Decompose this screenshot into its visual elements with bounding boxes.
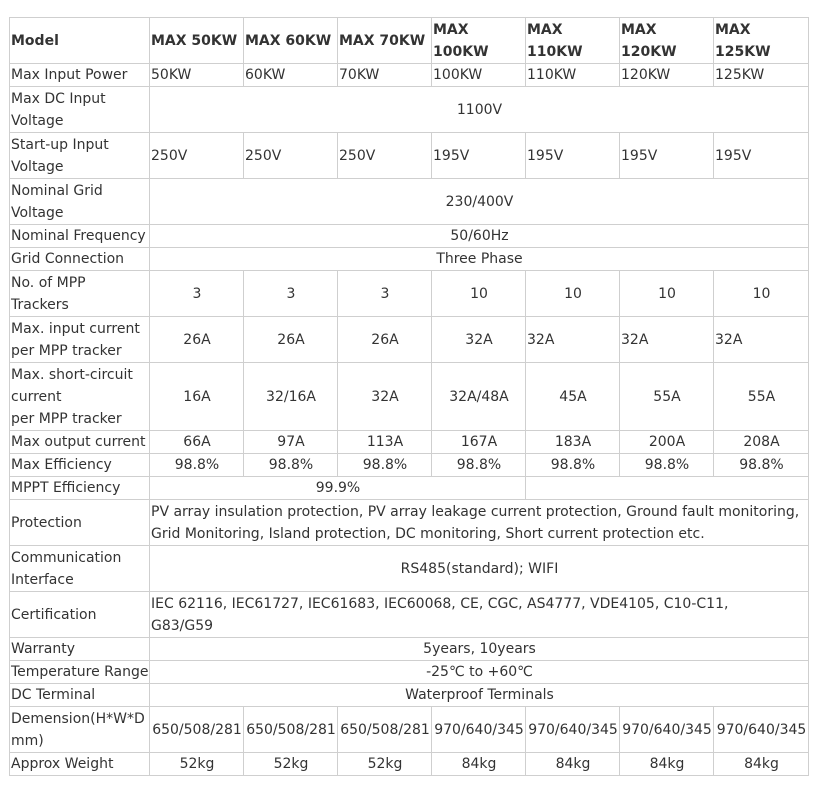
table-row [10, 753, 809, 776]
table-cell: 32/16A [244, 363, 338, 431]
table-row [10, 271, 809, 317]
row-label: Max Input Power [10, 64, 150, 87]
spec-table [9, 17, 809, 776]
table-cell: 60KW [244, 64, 338, 87]
header-cell-model-7: MAX 125KW [714, 18, 809, 64]
table-cell: IEC 62116, IEC61727, IEC61683, IEC60068, CE, CGC, AS4777, VDE4105, C10-C11, G83/G59 [150, 592, 809, 638]
header-cell-model: Model [10, 18, 150, 64]
row-label: Start-up Input Voltage [10, 133, 150, 179]
row-label: Max DC Input Voltage [10, 87, 150, 133]
header-cell-model-6: MAX 120KW [620, 18, 714, 64]
row-label: Protection [10, 500, 150, 546]
row-label: Warranty [10, 638, 150, 661]
header-row [10, 18, 809, 64]
row-label: Nominal Frequency [10, 225, 150, 248]
table-row [10, 684, 809, 707]
table-cell: Waterproof Terminals [150, 684, 809, 707]
table-cell: 70KW [338, 64, 432, 87]
table-cell: 120KW [620, 64, 714, 87]
table-cell [526, 477, 809, 500]
table-cell: 84kg [620, 753, 714, 776]
row-label: Max Efficiency [10, 454, 150, 477]
table-cell: 970/640/345 [432, 707, 526, 753]
table-cell: 195V [526, 133, 620, 179]
header-cell-model-2: MAX 60KW [244, 18, 338, 64]
table-cell: 10 [432, 271, 526, 317]
row-label: Demension(H*W*D mm) [10, 707, 150, 753]
table-row [10, 225, 809, 248]
table-cell: 55A [620, 363, 714, 431]
table-row [10, 454, 809, 477]
header-cell-model-4: MAX 100KW [432, 18, 526, 64]
table-cell: 52kg [150, 753, 244, 776]
table-cell: 250V [244, 133, 338, 179]
table-cell: 98.8% [338, 454, 432, 477]
table-cell: Three Phase [150, 248, 809, 271]
header-cell-model-5: MAX 110KW [526, 18, 620, 64]
table-cell: 113A [338, 431, 432, 454]
table-row [10, 64, 809, 87]
table-cell: RS485(standard); WIFI [150, 546, 809, 592]
table-cell: 208A [714, 431, 809, 454]
table-cell: 250V [150, 133, 244, 179]
table-cell: 183A [526, 431, 620, 454]
table-cell: 50/60Hz [150, 225, 809, 248]
table-row [10, 87, 809, 133]
table-cell: 84kg [714, 753, 809, 776]
table-cell: 195V [620, 133, 714, 179]
table-row [10, 363, 809, 431]
table-cell: 26A [150, 317, 244, 363]
row-label: Temperature Range [10, 661, 150, 684]
table-row [10, 707, 809, 753]
table-cell: 52kg [244, 753, 338, 776]
table-row [10, 317, 809, 363]
table-cell: 98.8% [620, 454, 714, 477]
table-row [10, 133, 809, 179]
table-cell: 45A [526, 363, 620, 431]
table-cell: 650/508/281 [150, 707, 244, 753]
row-label: Max. input current per MPP tracker [10, 317, 150, 363]
table-row [10, 477, 809, 500]
table-row [10, 592, 809, 638]
table-cell: 84kg [526, 753, 620, 776]
table-cell: 10 [526, 271, 620, 317]
table-cell: 250V [338, 133, 432, 179]
spec-table-body [10, 18, 809, 776]
table-row [10, 248, 809, 271]
row-label: DC Terminal [10, 684, 150, 707]
table-cell: 98.8% [526, 454, 620, 477]
table-cell: 110KW [526, 64, 620, 87]
table-cell: 98.8% [244, 454, 338, 477]
table-cell: 52kg [338, 753, 432, 776]
table-cell: 167A [432, 431, 526, 454]
table-cell: 55A [714, 363, 809, 431]
table-cell: 10 [714, 271, 809, 317]
table-cell: 98.8% [432, 454, 526, 477]
table-cell: 16A [150, 363, 244, 431]
header-cell-model-1: MAX 50KW [150, 18, 244, 64]
table-cell: 98.8% [150, 454, 244, 477]
row-label: Certification [10, 592, 150, 638]
table-cell: 32A [338, 363, 432, 431]
table-cell: 66A [150, 431, 244, 454]
table-cell: 97A [244, 431, 338, 454]
table-cell: 195V [432, 133, 526, 179]
table-cell: 125KW [714, 64, 809, 87]
table-cell: 32A [620, 317, 714, 363]
table-cell: 230/400V [150, 179, 809, 225]
table-cell: 99.9% [150, 477, 526, 500]
table-row [10, 638, 809, 661]
row-label: Grid Connection [10, 248, 150, 271]
table-cell: 970/640/345 [526, 707, 620, 753]
table-cell: 32A [714, 317, 809, 363]
table-cell: 100KW [432, 64, 526, 87]
table-cell: 32A/48A [432, 363, 526, 431]
table-cell: 195V [714, 133, 809, 179]
table-cell: 3 [338, 271, 432, 317]
table-cell: -25℃ to +60℃ [150, 661, 809, 684]
table-cell: 50KW [150, 64, 244, 87]
table-cell: 26A [338, 317, 432, 363]
row-label: Nominal Grid Voltage [10, 179, 150, 225]
table-cell: 98.8% [714, 454, 809, 477]
table-cell: 32A [526, 317, 620, 363]
row-label: MPPT Efficiency [10, 477, 150, 500]
table-cell: 32A [432, 317, 526, 363]
table-row [10, 546, 809, 592]
table-cell: PV array insulation protection, PV array leakage current protection, Ground fault monitoring, Grid Monitoring, Island protection, DC monitoring, Short current protection etc. [150, 500, 809, 546]
table-cell: 84kg [432, 753, 526, 776]
row-label: No. of MPP Trackers [10, 271, 150, 317]
row-label: Communication Interface [10, 546, 150, 592]
table-cell: 200A [620, 431, 714, 454]
row-label: Max. short-circuit current per MPP tracker [10, 363, 150, 431]
table-cell: 5years, 10years [150, 638, 809, 661]
header-cell-model-3: MAX 70KW [338, 18, 432, 64]
table-cell: 970/640/345 [714, 707, 809, 753]
table-cell: 10 [620, 271, 714, 317]
row-label: Max output current [10, 431, 150, 454]
table-cell: 650/508/281 [244, 707, 338, 753]
table-row [10, 431, 809, 454]
table-cell: 26A [244, 317, 338, 363]
table-cell: 1100V [150, 87, 809, 133]
table-row [10, 500, 809, 546]
table-cell: 970/640/345 [620, 707, 714, 753]
table-cell: 3 [244, 271, 338, 317]
table-cell: 3 [150, 271, 244, 317]
table-row [10, 179, 809, 225]
row-label: Approx Weight [10, 753, 150, 776]
table-cell: 650/508/281 [338, 707, 432, 753]
table-row [10, 661, 809, 684]
